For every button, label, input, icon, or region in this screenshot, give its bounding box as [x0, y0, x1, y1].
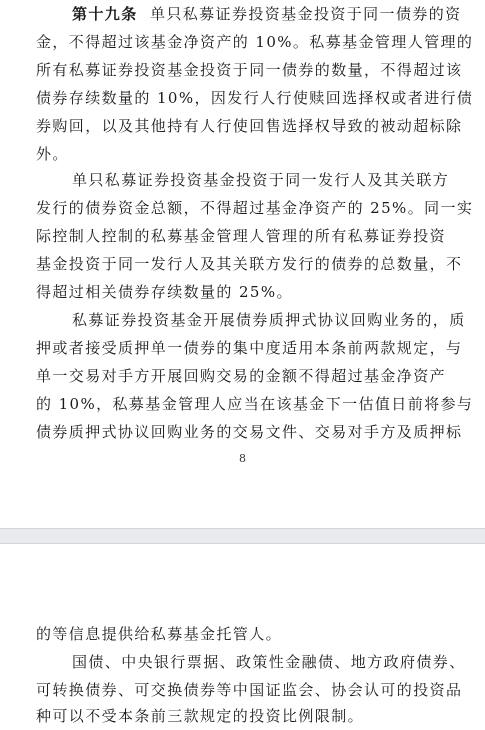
paragraph-line: 的等信息提供给私募基金托管人。 [36, 625, 283, 643]
paragraph-line [72, 0, 462, 28]
paragraph-line: 押或者接受质押单一债券的集中度适用本条前两款规定，与 [36, 339, 463, 357]
article-label: 第十九条 [72, 5, 138, 23]
line-text: 单只私募证券投资基金投资于同一债券的资 [149, 5, 462, 23]
paragraph-line: 金，不得超过该基金净资产的 10%。私募基金管理人管理的 [36, 33, 474, 51]
page-separator [0, 528, 485, 544]
paragraph-line: 券购回，以及其他持有人行使回售选择权导致的被动超标除 [36, 117, 463, 135]
paragraph-line: 种可以不受本条前三款规定的投资比例限制。 [36, 707, 365, 725]
paragraph-line: 单一交易对手方开展回购交易的金额不得超过基金净资产 [36, 367, 447, 385]
paragraph-line: 基金投资于同一发行人及其关联方发行的债券的总数量，不 [36, 255, 463, 273]
paragraph-line: 发行的债券资金总额，不得超过基金净资产的 25%。同一实 [36, 199, 474, 217]
page-number: 8 [239, 452, 246, 465]
paragraph-line: 私募证券投资基金开展债券质押式协议回购业务的，质 [72, 311, 466, 329]
paragraph-line: 可转换债券、可交换债券等中国证监会、协会认可的投资品 [36, 681, 463, 699]
paragraph-line: 国债、中央银行票据、政策性金融债、地方政府债券、 [72, 653, 466, 671]
paragraph-line: 得超过相关债券存续数量的 25%。 [36, 283, 293, 301]
paragraph-line: 的 10%，私募基金管理人应当在该基金下一估值日前将参与 [36, 395, 474, 413]
paragraph-line: 债券存续数量的 10%，因发行人行使赎回选择权或者进行债 [36, 89, 474, 107]
paragraph-line: 外。 [36, 145, 69, 163]
paragraph-line: 单只私募证券投资基金投资于同一发行人及其关联方 [72, 171, 450, 189]
document-page [0, 544, 485, 727]
paragraph-line: 所有私募证券投资基金投资于同一债券的数量，不得超过该 [36, 61, 463, 79]
paragraph-line: 际控制人控制的私募基金管理人管理的所有私募证券投资 [36, 227, 447, 245]
paragraph-line: 债券质押式协议回购业务的交易文件、交易对手方及质押标 [36, 423, 463, 441]
